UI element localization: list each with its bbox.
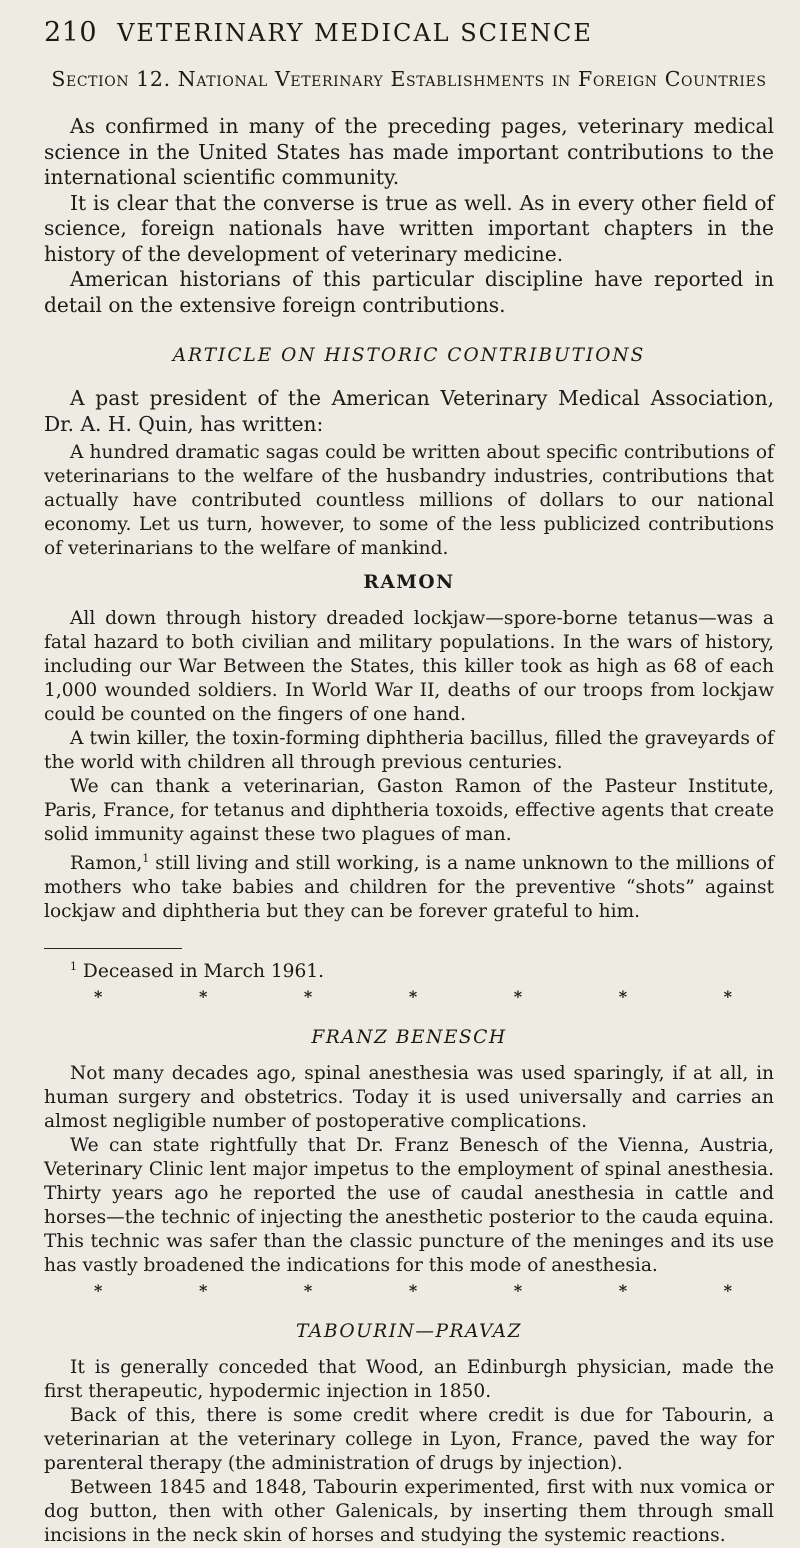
star: *	[618, 1281, 628, 1301]
ramon-name: Ramon,	[70, 853, 143, 875]
paragraph: It is generally conceded that Wood, an Edinburgh physician, made the first therapeutic, hypodermic injection in 1850.	[44, 1357, 774, 1403]
star: *	[723, 1281, 732, 1301]
ramon-heading: RAMON	[363, 572, 455, 593]
intro-text	[44, 114, 774, 318]
paragraph: We can thank a veterinarian, Gaston Ramon of the Pasteur Institute, Paris, France, for tetanus and diphtheria toxoids, effective agents that create solid immunity against these two plagues of man.	[44, 776, 774, 845]
running-head	[44, 16, 774, 50]
star: *	[303, 987, 313, 1007]
star: *	[303, 1281, 313, 1301]
book-title: VETERINARY MEDICAL SCIENCE	[117, 19, 593, 47]
paragraph	[44, 847, 774, 924]
paragraph: A twin killer, the toxin-forming diphtheria bacillus, filled the graveyards of the world with children all through previous centuries.	[44, 728, 774, 773]
paragraph: All down through history dreaded lockjaw—spore-borne tetanus—was a fatal hazard to both civilian and military populations. In the wars of history, including our War Between the States, this killer took as high as 68 of each 1,000 wounded soldiers. In World War II, deaths of our troops from lockjaw could be counted on the fingers of one hand.	[44, 608, 774, 725]
footnote-mark: 1	[142, 852, 150, 865]
star: *	[513, 987, 523, 1007]
quote-paragraph: A hundred dramatic sagas could be written about specific contributions of veterinarians to the welfare of the husbandry industries, contributions that actually have contributed countless millions of dollars to our national economy. Let us turn, however, to some of the less publicized contributions of veterinarians to the welfare of mankind.	[44, 442, 774, 559]
star: *	[94, 1281, 103, 1301]
page-number: 210	[44, 17, 98, 48]
benesch-heading: FRANZ BENESCH	[311, 1027, 507, 1049]
star: *	[723, 987, 732, 1007]
paragraph: It is clear that the converse is true as well. As in every other field of science, foreign nationals have written important chapters in the history of the development of veterinary medicine.	[44, 190, 774, 266]
section-title: Section 12. National Veterinary Establishments in Foreign Countries	[51, 67, 767, 91]
paragraph: We can state rightfully that Dr. Franz Benesch of the Vienna, Austria, Veterinary Clinic lent major impetus to the employment of spinal anesthesia. Thirty years ago he reported the use of caudal anesthesia in cattle and horses—the technic of injecting the anesthetic posterior to the cauda equina. This technic was safer than the classic puncture of the meninges and its use has vastly broadened the indications for this mode of anesthesia.	[44, 1135, 774, 1277]
paragraph: American historians of this particular discipline have reported in detail on the extensive foreign contributions.	[44, 267, 774, 317]
star: *	[198, 1281, 208, 1301]
footnote-rule	[44, 948, 182, 949]
footnote-number: 1	[70, 960, 77, 974]
star: *	[618, 987, 628, 1007]
star: *	[198, 987, 208, 1007]
paragraph: Back of this, there is some credit where credit is due for Tabourin, a veterinarian at the veterinary college in Lyon, France, paved the way for parenteral therapy (the administration of drugs by injection).	[44, 1405, 774, 1475]
star: *	[408, 987, 418, 1007]
book-page	[44, 16, 774, 1548]
star: *	[513, 1281, 523, 1301]
footnote-text: Deceased in March 1961.	[82, 961, 325, 983]
paragraph: Not many decades ago, spinal anesthesia was used sparingly, if at all, in human surgery and obstetrics. Today it is used universally and carries an almost negligible number of postoperative complications.	[44, 1063, 774, 1133]
article-heading: ARTICLE ON HISTORIC CONTRIBUTIONS	[172, 345, 646, 366]
separator-stars	[44, 1282, 774, 1300]
tabourin-heading: TABOURIN—PRAVAZ	[296, 1321, 522, 1343]
quoted-article	[44, 441, 774, 1548]
star: *	[94, 987, 103, 1007]
footnote	[44, 955, 774, 984]
paragraph: As confirmed in many of the preceding pages, veterinary medical science in the United States has made important contributions to the international scientific community.	[44, 114, 774, 189]
paragraph-text: still living and still working, is a name unknown to the millions of mothers who take babies and children for the preventive “shots” against lockjaw and diphtheria but they can be forever grateful to him.	[44, 853, 774, 923]
star: *	[408, 1281, 418, 1301]
article-intro: A past president of the American Veterinary Medical Association, Dr. A. H. Quin, has written:	[44, 386, 774, 436]
paragraph: Between 1845 and 1848, Tabourin experimented, first with nux vomica or dog button, then with other Galenicals, by inserting them through small incisions in the neck skin of horses and studying the systemic reactions.	[44, 1477, 774, 1547]
separator-stars	[44, 988, 774, 1006]
